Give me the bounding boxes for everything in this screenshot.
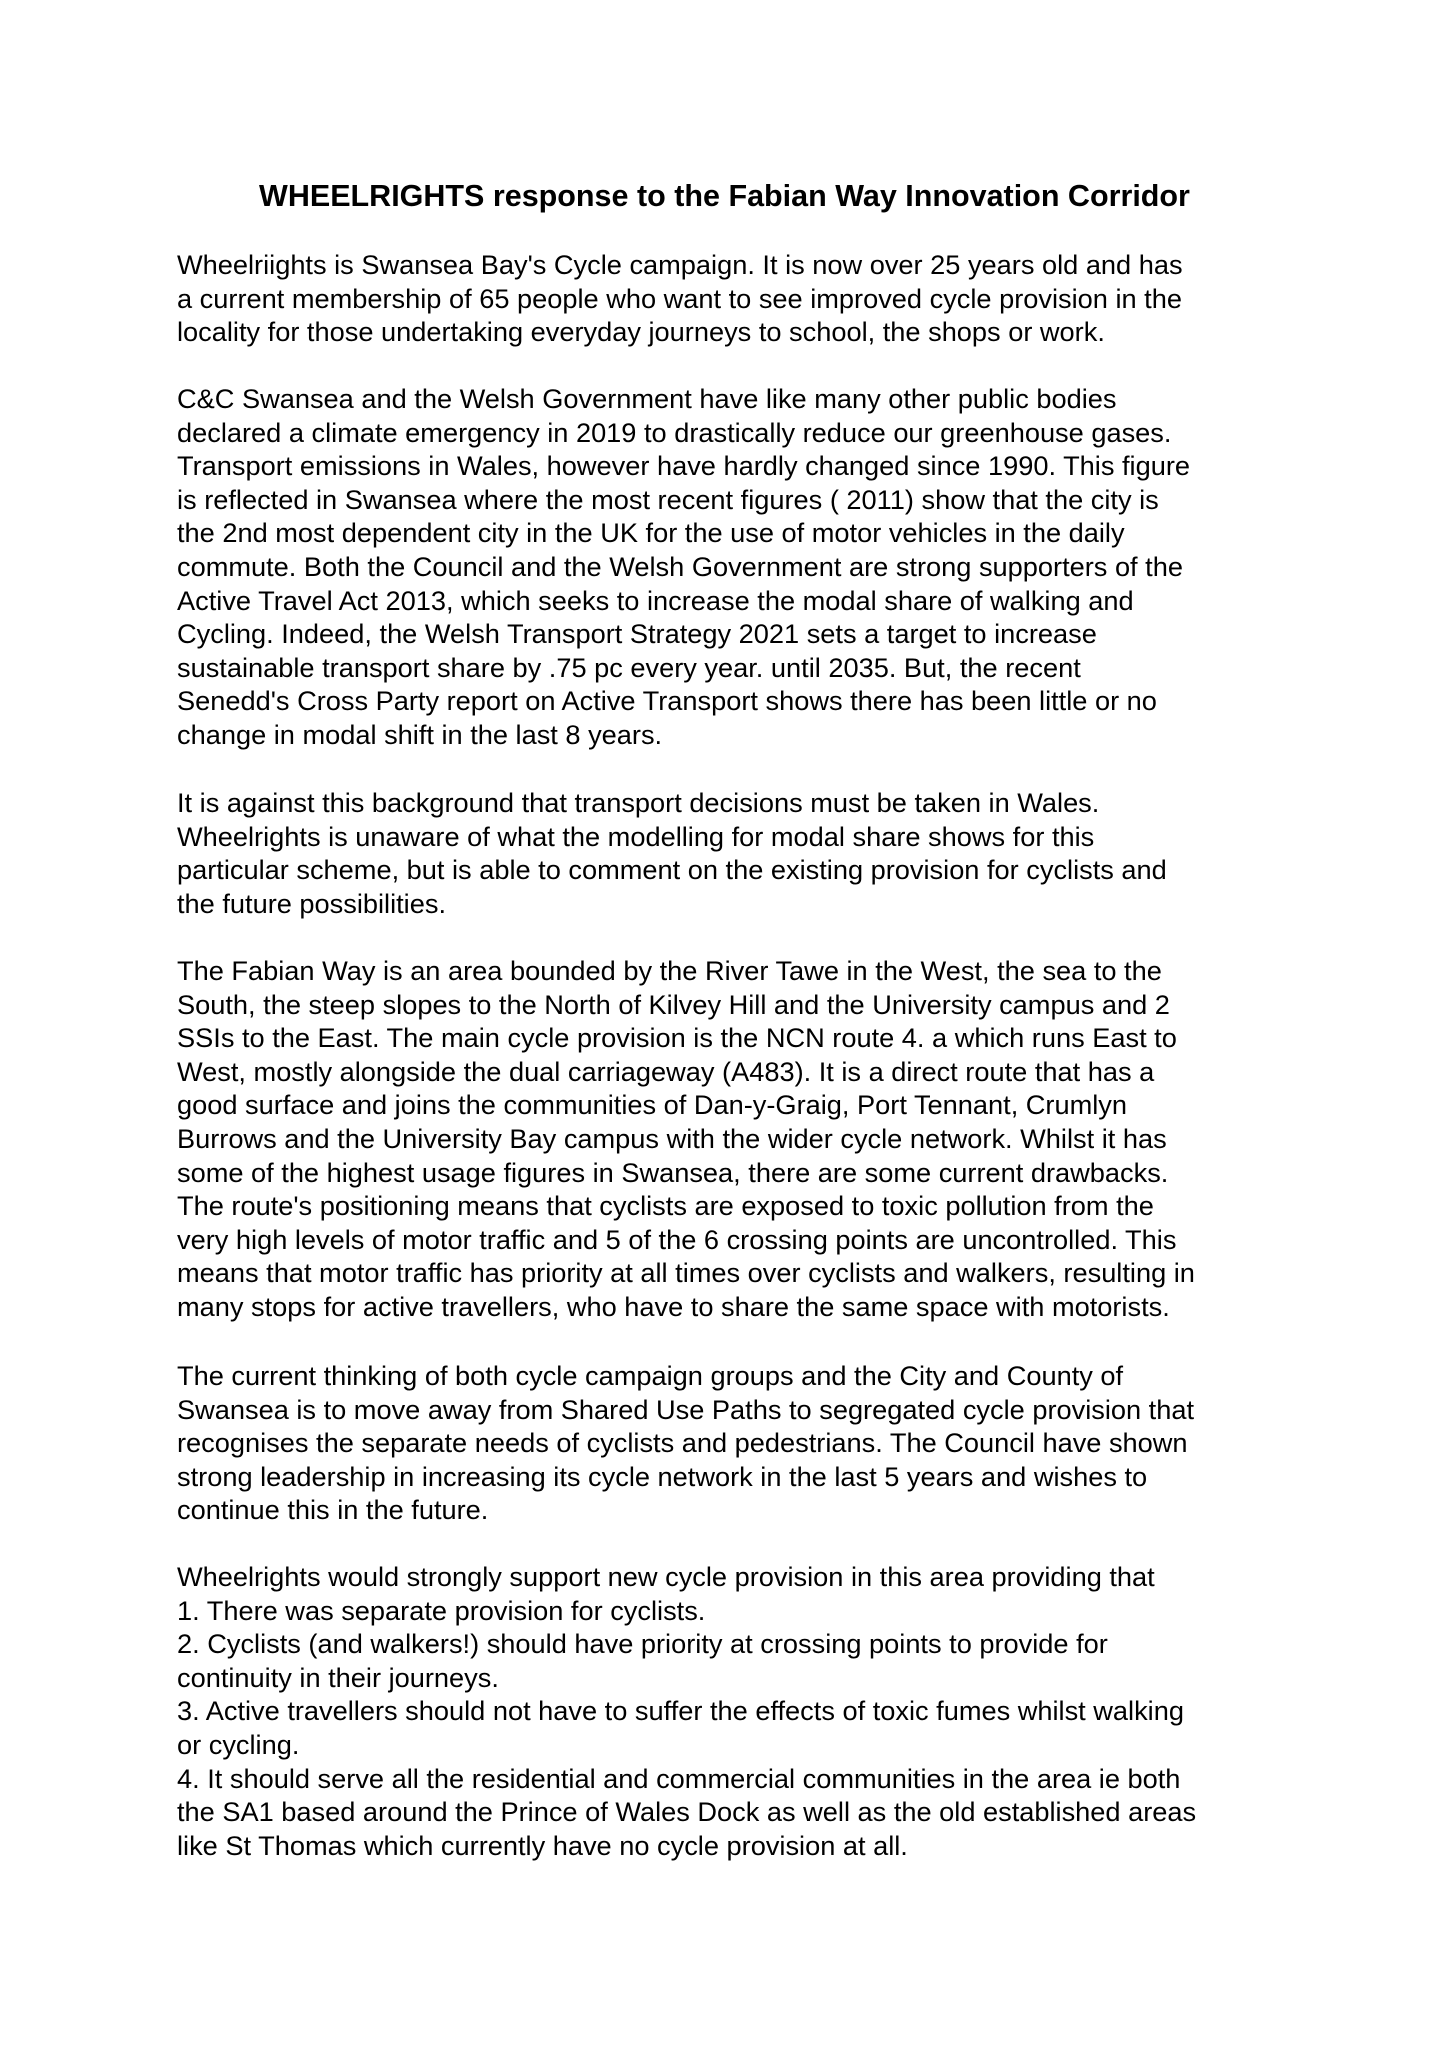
document-title: WHEELRIGHTS response to the Fabian Way Innovation Corridor (259, 179, 1190, 213)
paragraph-fabian-way: The Fabian Way is an area bounded by the River Tawe in the West, the sea to the South, the steep slopes to the North of Kilvey Hill and the University campus and 2 SSIs to the East. The main cycle provision is the NCN route 4. a which runs East to West, mostly alongside the dual carriageway (A483). It is a direct route that has a good surface and joins the communities of Dan-y-Graig, Port Tennant, Crumlyn Burrows and the University Bay campus with the wider cycle network. Whilst it has some of the highest usage figures in Swansea, there are some current drawbacks. The route's positioning means that cyclists are exposed to toxic pollution from the very high levels of motor traffic and 5 of the 6 crossing points are uncontrolled. This means that motor traffic has priority at all times over cyclists and walkers, resulting in many stops for active travellers, who have to share the same space with motorists. (177, 955, 1195, 1322)
paragraph-introduction: Wheelriights is Swansea Bay's Cycle campaign. It is now over 25 years old and has a current membership of 65 people who want to see improved cycle provision in the locality for those undertaking everyday journeys to school, the shops or work. (177, 249, 1183, 348)
paragraph-current-thinking: The current thinking of both cycle campaign groups and the City and County of Swansea is to move away from Shared Use Paths to segregated cycle provision that recognises the separate needs of cyclists and pedestrians. The Council have shown strong leadership in increasing its cycle network in the last 5 years and wishes to continue this in the future. (177, 1360, 1195, 1526)
paragraph-climate-emergency: C&C Swansea and the Welsh Government have like many other public bodies declared a climate emergency in 2019 to drastically reduce our greenhouse gases. Transport emissions in Wales, however have hardly changed since 1990. This figure is reflected in Swansea where the most recent figures ( 2011) show that the city is the 2nd most dependent city in the UK for the use of motor vehicles in the daily commute. Both the Council and the Welsh Government are strong supporters of the Active Travel Act 2013, which seeks to increase the modal share of walking and Cycling. Indeed, the Welsh Transport Strategy 2021 sets a target to increase sustainable transport share by .75 pc every year. until 2035. But, the recent Senedd's Cross Party report on Active Transport shows there has been little or no change in modal shift in the last 8 years. (177, 383, 1190, 750)
paragraph-background: It is against this background that transport decisions must be taken in Wales. Wheelrights is unaware of what the modelling for modal share shows for this particular scheme, but is able to comment on the existing provision for cyclists and the future possibilities. (177, 787, 1167, 919)
paragraph-support-conditions: Wheelrights would strongly support new cycle provision in this area providing that 1. There was separate provision for cyclists. 2. Cyclists (and walkers!) should have priority at crossing points to provide for continuity in their journeys. 3. Active travellers should not have to suffer the effects of toxic fumes whilst walking or cycling. 4. It should serve all the residential and commercial communities in the area ie both the SA1 based around the Prince of Wales Dock as well as the old established areas like St Thomas which currently have no cycle provision at all. (177, 1561, 1197, 1861)
